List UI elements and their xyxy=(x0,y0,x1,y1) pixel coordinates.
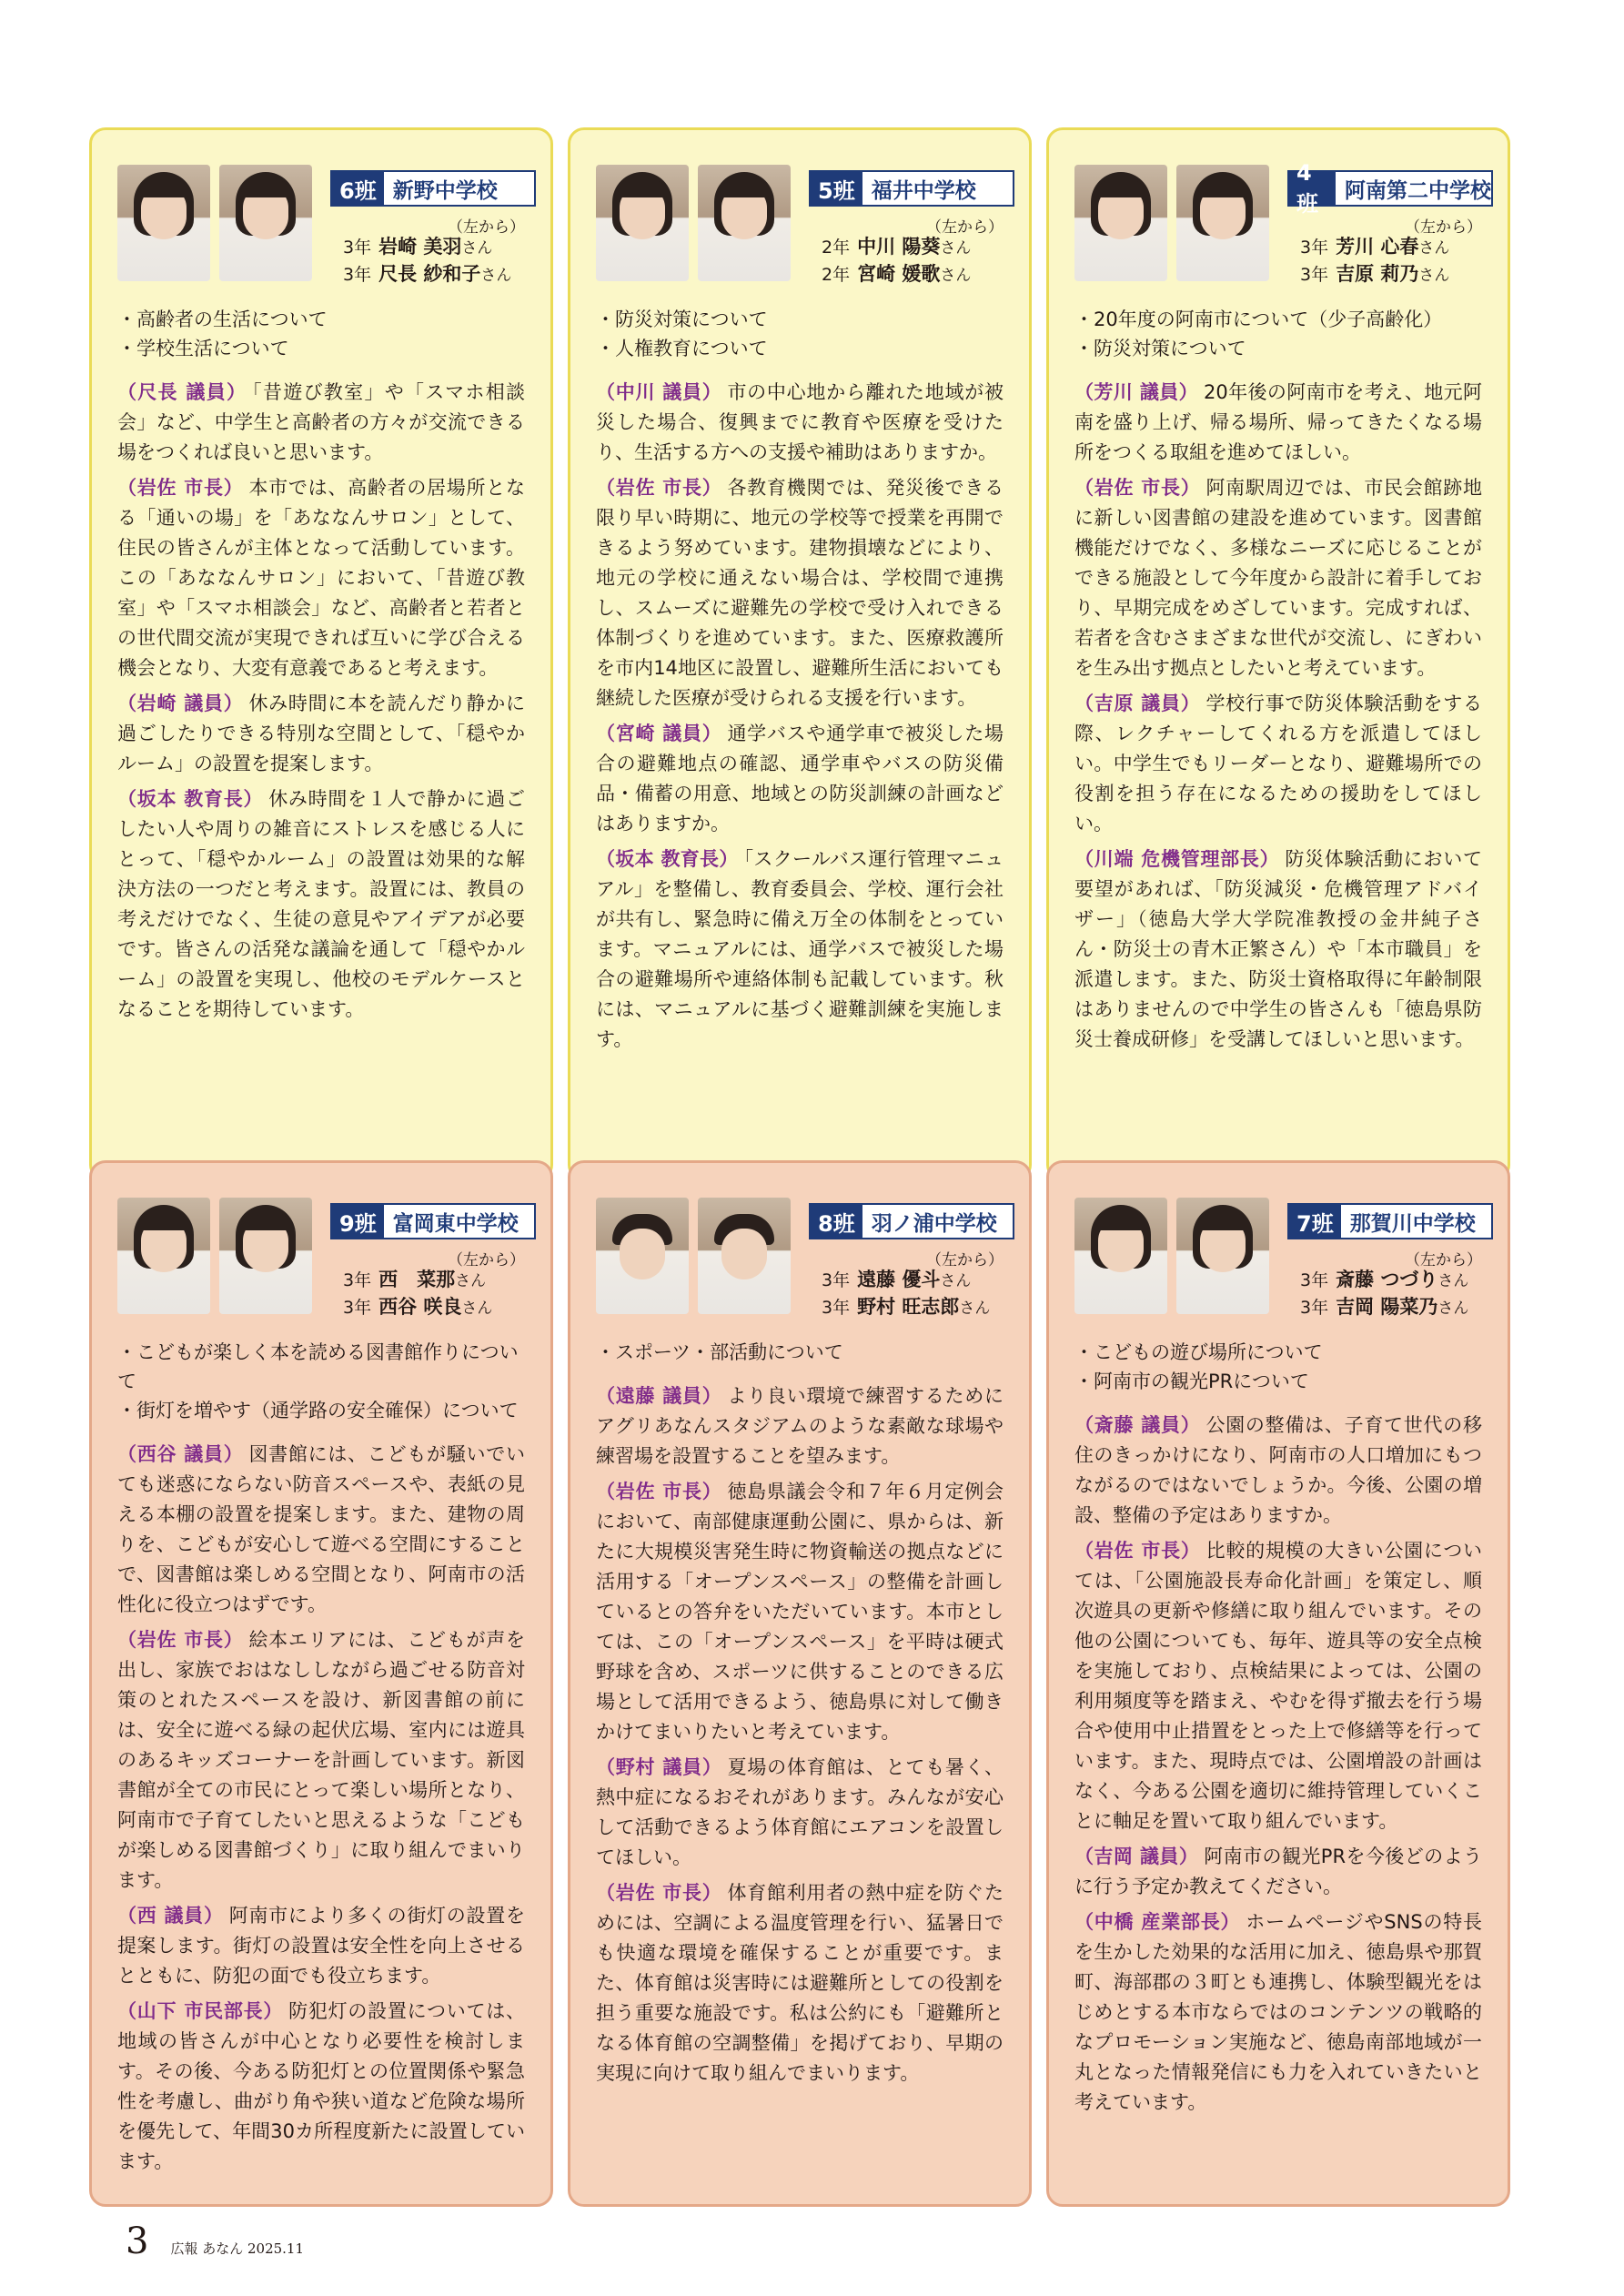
statement-text: 夏場の体育館は、とても暑く、熱中症になるおそれがあります。みんなが安心して活動できるよう体育館にエアコンを設置してほしい。 xyxy=(596,1756,1004,1868)
speaker-label: （芳川 議員） xyxy=(1074,381,1199,403)
student-line xyxy=(822,234,971,261)
statement-text: 休み時間を１人で静かに過ごしたい人や周りの雑音にストレスを感じる人にとって、「穏やかルーム」の設置は効果的な解決方法の一つだと考えます。設置には、教員の考えだけでなく、生徒の意見やアイデアが必要です。皆さんの活発な議論を通して「穏やかルーム」の設置を実現し、他校のモデルケースとなることを期待しています。 xyxy=(117,788,525,1020)
qa-entry xyxy=(117,473,525,683)
group-card-8 xyxy=(568,1160,1032,2207)
group-number: 5班 xyxy=(811,172,862,205)
student-line xyxy=(343,261,511,288)
speaker-label: （宮崎 議員） xyxy=(596,723,722,744)
school-name: 富岡東中学校 xyxy=(392,1211,519,1236)
card-header xyxy=(596,157,1004,292)
honorific: さん xyxy=(940,267,972,285)
topic-item: ・高齢者の生活について xyxy=(117,308,328,330)
student-name: 西谷 咲良 xyxy=(378,1296,462,1318)
statement-text: 防犯灯の設置については、地域の皆さんが中心となり必要性を検討します。その後、今ある防犯灯との位置関係や緊急性を考慮し、曲がり角や狭い道など危険な場所を優先して、年間30カ所程度新たに設置しています。 xyxy=(117,2000,525,2172)
student-name: 吉岡 陽菜乃 xyxy=(1336,1296,1438,1318)
group-card-6 xyxy=(89,127,553,1181)
group-badge xyxy=(1287,159,1493,217)
page-number: 3 xyxy=(126,2220,149,2262)
student-line xyxy=(822,1294,990,1321)
topic-item: ・阿南市の観光PRについて xyxy=(1074,1371,1309,1392)
group-number: 7班 xyxy=(1289,1205,1341,1238)
honorific: さん xyxy=(480,267,512,285)
statement-text: 絵本エリアには、こどもが声を出し、家族でおはなししながら過ごせる防音対策のとれたスペースを設け、新図書館の前には、安全に遊べる緑の起伏広場、室内には遊具のあるキッズコーナーを計画しています。新図書館が全ての市民にとって楽しい場所となり、阿南市で子育てしたいと思えるような「こどもが楽しめる図書館づくり」に取り組んでまいります。 xyxy=(117,1629,525,1891)
student-grade: 3年 xyxy=(822,1270,851,1290)
student-grade: 3年 xyxy=(343,1298,372,1318)
honorific: さん xyxy=(1437,1300,1469,1318)
qa-entry xyxy=(596,1753,1004,1873)
student-grade: 2年 xyxy=(822,265,851,285)
topic-item: ・こどもの遊び場所について xyxy=(1074,1341,1323,1363)
statement-text: 防災体験活動において要望があれば、「防災減災・危機管理アドバイザー」（徳島大学大学院准教授の金井純子さん・防災士の青木正繁さん）や「本市職員」を派遣します。また、防災士資格取得に年齢制限はありませんので中学生の皆さんも「徳島県防災士養成研修」を受講してほしいと思います。 xyxy=(1074,848,1482,1050)
student-photo xyxy=(1176,1198,1269,1314)
school-name: 新野中学校 xyxy=(392,178,498,203)
school-name: 福井中学校 xyxy=(871,178,976,203)
statement-text: 各教育機関では、発災後できる限り早い時期に、地元の学校等で授業を再開できるよう努めています。建物損壊などにより、地元の学校に通えない場合は、学校間で連携し、スムーズに避難先の学校で受け入れできる体制づくりを進めています。また、医療救護所を市内14地区に設置し、避難所生活においても継続した医療が受けられる支援を行います。 xyxy=(596,477,1004,709)
group-number: 4班 xyxy=(1289,172,1336,205)
statement-text: 比較的規模の大きい公園については、「公園施設長寿命化計画」を策定し、順次遊具の更新や修繕に取り組んでいます。その他の公園についても、毎年、遊具等の安全点検を実施しており、点検結果によっては、公園の利用頻度等を踏まえ、やむを得ず撤去を行う場合や使用中止措置をとった上で修繕等を行っています。また、現時点では、公園増設の計画はなく、今ある公園を適切に維持管理していくことに軸足を置いて取り組んでいます。 xyxy=(1074,1540,1482,1832)
student-names xyxy=(343,234,511,288)
statement-text: 通学バスや通学車で被災した場合の避難地点の確認、通学車やバスの防災備品・備蓄の用意、地域との防災訓練の計画などはありますか。 xyxy=(596,723,1004,834)
topic-list xyxy=(117,305,525,363)
topic-item: ・学校生活について xyxy=(117,338,289,359)
speaker-label: （岩佐 市長） xyxy=(117,477,244,499)
group-badge xyxy=(1287,1203,1493,1239)
qa-entry xyxy=(1074,845,1482,1055)
qa-section xyxy=(1074,378,1482,1055)
qa-section xyxy=(1074,1411,1482,2118)
qa-entry xyxy=(1074,689,1482,839)
student-line xyxy=(1300,234,1449,261)
student-name: 尺長 紗和子 xyxy=(378,263,481,285)
statement-text: 体育館利用者の熱中症を防ぐためには、空調による温度管理を行い、猛暑日でも快適な環境を確保することが重要です。また、体育館は災害時には避難所としての役割を担う重要な施設です。私は公約にも「避難所となる体育館の空調整備」を掲げており、早期の実現に向けて取り組んでまいります。 xyxy=(596,1882,1004,2084)
group-badge xyxy=(809,1203,1014,1239)
group-badge xyxy=(330,170,536,207)
student-photo xyxy=(1074,1198,1167,1314)
qa-entry xyxy=(1074,1536,1482,1836)
speaker-label: （坂本 教育長） xyxy=(117,788,264,810)
student-name: 宮崎 媛歌 xyxy=(857,263,941,285)
honorific: さん xyxy=(455,1272,487,1290)
student-names xyxy=(343,1267,492,1321)
speaker-label: （吉原 議員） xyxy=(1074,693,1201,714)
honorific: さん xyxy=(1437,1272,1469,1290)
speaker-label: （岩佐 市長） xyxy=(596,1882,722,1904)
group-card-4 xyxy=(1046,127,1510,1181)
student-grade: 2年 xyxy=(822,238,851,258)
student-photo xyxy=(698,165,791,281)
student-names xyxy=(822,1267,990,1321)
student-photo xyxy=(219,165,312,281)
qa-entry xyxy=(596,1878,1004,2089)
qa-entry xyxy=(1074,473,1482,683)
school-name: 那賀川中学校 xyxy=(1349,1211,1476,1236)
speaker-label: （野村 議員） xyxy=(596,1756,722,1778)
topic-list xyxy=(596,1338,1004,1367)
speaker-label: （斎藤 議員） xyxy=(1074,1414,1201,1436)
statement-text: 本市では、高齢者の居場所となる「通いの場」を「あななんサロン」として、住民の皆さんが主体となって活動しています。この「あななんサロン」において、「昔遊び教室」や「スマホ相談会」など、高齢者と若者との世代間交流が実現できれば互いに学び合える機会となり、大変有意義であると考えます。 xyxy=(117,477,525,679)
photo-order-note: （左から） xyxy=(1405,218,1482,237)
student-names xyxy=(1300,234,1449,288)
student-grade: 3年 xyxy=(343,1270,372,1290)
student-grade: 3年 xyxy=(1300,1270,1329,1290)
topic-item: ・スポーツ・部活動について xyxy=(596,1341,843,1363)
student-line xyxy=(822,261,971,288)
speaker-label: （岩崎 議員） xyxy=(117,693,244,714)
card-header xyxy=(1074,1190,1482,1325)
speaker-label: （岩佐 市長） xyxy=(596,1481,722,1502)
statement-text: ホームページやSNSの特長を生かした効果的な活用に加え、徳島県や那賀町、海部郡の３町とも連携し、体験型観光をはじめとする本市ならではのコンテンツの戦略的なプロモーション実施など、徳島南部地域が一丸となった情報発信にも力を入れていきたいと考えています。 xyxy=(1074,1911,1483,2113)
student-name: 遠藤 優斗 xyxy=(857,1269,941,1290)
student-name: 斎藤 つづり xyxy=(1336,1269,1438,1290)
speaker-label: （西 議員） xyxy=(117,1905,224,1927)
qa-section xyxy=(596,378,1004,1055)
student-line xyxy=(1300,261,1449,288)
student-grade: 3年 xyxy=(343,265,372,285)
statement-text: 20年後の阿南市を考え、地元阿南を盛り上げ、帰る場所、帰ってきたくなる場所をつくる取組を進めてほしい。 xyxy=(1074,381,1483,463)
student-line xyxy=(1300,1294,1468,1321)
student-line xyxy=(343,1294,492,1321)
photo-order-note: （左から） xyxy=(926,1251,1004,1269)
student-photo xyxy=(596,1198,689,1314)
honorific: さん xyxy=(940,239,972,258)
qa-entry xyxy=(117,784,525,1025)
student-photo xyxy=(596,165,689,281)
school-name: 阿南第二中学校 xyxy=(1345,178,1491,203)
qa-entry xyxy=(596,845,1004,1055)
student-names xyxy=(1300,1267,1468,1321)
student-photo xyxy=(219,1198,312,1314)
qa-entry xyxy=(117,1440,525,1620)
group-badge xyxy=(809,170,1014,207)
speaker-label: （吉岡 議員） xyxy=(1074,1846,1199,1867)
honorific: さん xyxy=(959,1300,991,1318)
student-line xyxy=(822,1267,990,1294)
statement-text: 公園の整備は、子育て世代の移住のきっかけになり、阿南市の人口増加にもつながるのではないでしょうか。今後、公園の増設、整備の予定はありますか。 xyxy=(1074,1414,1482,1526)
group-number: 8班 xyxy=(811,1205,862,1238)
speaker-label: （尺長 議員） xyxy=(117,381,247,403)
topic-list xyxy=(596,305,1004,363)
group-number: 9班 xyxy=(332,1205,384,1238)
card-header xyxy=(117,157,525,292)
speaker-label: （岩佐 市長） xyxy=(1074,477,1201,499)
qa-entry xyxy=(117,378,525,468)
photo-order-note: （左から） xyxy=(926,218,1004,237)
student-line xyxy=(1300,1267,1468,1294)
speaker-label: （中川 議員） xyxy=(596,381,722,403)
speaker-label: （岩佐 市長） xyxy=(1074,1540,1201,1562)
student-photo xyxy=(117,165,210,281)
student-photo xyxy=(1176,165,1269,281)
speaker-label: （西谷 議員） xyxy=(117,1443,244,1465)
topic-item: ・街灯を増やす（通学路の安全確保）について xyxy=(117,1400,519,1421)
statement-text: より良い環境で練習するためにアグリあなんスタジアムのような素敵な球場や練習場を設置することを望みます。 xyxy=(596,1385,1004,1467)
qa-entry xyxy=(117,689,525,779)
qa-section xyxy=(117,1440,525,2177)
honorific: さん xyxy=(1418,239,1450,258)
honorific: さん xyxy=(1418,267,1450,285)
qa-entry xyxy=(596,1477,1004,1747)
photo-order-note: （左から） xyxy=(1405,1251,1482,1269)
statement-text: 阿南市により多くの街灯の設置を提案します。街灯の設置は安全性を向上させるとともに、防犯の面でも役立ちます。 xyxy=(117,1905,525,1987)
student-name: 芳川 心春 xyxy=(1336,236,1419,258)
card-header xyxy=(117,1190,525,1325)
topic-item: ・防災対策について xyxy=(1074,338,1246,359)
statement-text: 「昔遊び教室」や「スマホ相談会」など、中学生と高齢者の方々が交流できる場をつくれば良いと思います。 xyxy=(117,381,525,463)
speaker-label: （山下 市民部長） xyxy=(117,2000,284,2022)
student-names xyxy=(822,234,971,288)
qa-entry xyxy=(596,1381,1004,1472)
speaker-label: （岩佐 市長） xyxy=(596,477,722,499)
school-name: 羽ノ浦中学校 xyxy=(871,1211,997,1236)
student-grade: 3年 xyxy=(1300,1298,1329,1318)
group-card-5 xyxy=(568,127,1032,1181)
group-number: 6班 xyxy=(332,172,384,205)
statement-text: 阿南駅周辺では、市民会館跡地に新しい図書館の建設を進めています。図書館機能だけでなく、多様なニーズに応じることができる施設として今年度から設計に着手しており、早期完成をめざしています。完成すれば、若者を含むさまざまな世代が交流し、にぎわいを生み出す拠点としたいと考えています。 xyxy=(1074,477,1482,679)
speaker-label: （岩佐 市長） xyxy=(117,1629,244,1651)
statement-text: 図書館には、こどもが騒いでいても迷惑にならない防音スペースや、表紙の見える本棚の設置を提案します。また、建物の周りを、こどもが安心して遊べる空間にすることで、図書館は楽しめる空間となり、阿南市の活性化に役立つはずです。 xyxy=(117,1443,525,1615)
topic-item: ・こどもが楽しく本を読める図書館作りについて xyxy=(117,1341,519,1392)
qa-section xyxy=(117,378,525,1025)
speaker-label: （中橋 産業部長） xyxy=(1074,1911,1241,1933)
topic-item: ・人権教育について xyxy=(596,338,768,359)
honorific: さん xyxy=(940,1272,972,1290)
page-footer xyxy=(126,2220,304,2262)
card-header xyxy=(596,1190,1004,1325)
qa-entry xyxy=(1074,378,1482,468)
speaker-label: （坂本 教育長） xyxy=(596,848,739,870)
group-card-9 xyxy=(89,1160,553,2207)
qa-entry xyxy=(596,473,1004,713)
topic-item: ・防災対策について xyxy=(596,308,768,330)
student-name: 野村 旺志郎 xyxy=(857,1296,960,1318)
student-name: 西 菜那 xyxy=(378,1269,456,1290)
student-grade: 3年 xyxy=(1300,238,1329,258)
student-name: 岩崎 美羽 xyxy=(378,236,462,258)
group-card-7 xyxy=(1046,1160,1510,2207)
statement-text: 「スクールバス運行管理マニュアル」を整備し、教育委員会、学校、運行会社が共有し、緊急時に備え万全の体制をとっています。マニュアルには、通学バスで被災した場合の避難場所や連絡体制も記載しています。秋には、マニュアルに基づく避難訓練を実施します。 xyxy=(596,848,1004,1050)
qa-entry xyxy=(596,378,1004,468)
speaker-label: （遠藤 議員） xyxy=(596,1385,722,1407)
topic-list xyxy=(1074,305,1482,363)
qa-entry xyxy=(117,1625,525,1896)
student-photo xyxy=(117,1198,210,1314)
statement-text: 市の中心地から離れた地域が被災した場合、復興までに教育や医療を受けたり、生活する方への支援や補助はありますか。 xyxy=(596,381,1004,463)
student-photo xyxy=(1074,165,1167,281)
group-badge xyxy=(330,1203,536,1239)
qa-entry xyxy=(1074,1907,1482,2118)
photo-order-note: （左から） xyxy=(448,1251,525,1269)
statement-text: 休み時間に本を読んだり静かに過ごしたりできる特別な空間として、「穏やかルーム」の設置を提案します。 xyxy=(117,693,525,774)
photo-order-note: （左から） xyxy=(448,218,525,237)
topic-list xyxy=(1074,1338,1482,1396)
statement-text: 徳島県議会令和７年６月定例会において、南部健康運動公園に、県からは、新たに大規模災害発生時に物資輸送の拠点などに活用する「オープンスペース」の整備を計画しているとの答弁をいただいています。本市としては、この「オープンスペース」を平時は硬式野球を含め、スポーツに供することのできる広場として活用できるよう、徳島県に対して働きかけてまいりたいと考えています。 xyxy=(596,1481,1004,1743)
student-line xyxy=(343,1267,492,1294)
qa-section xyxy=(596,1381,1004,2089)
magazine-name: 広報 あなん 2025.11 xyxy=(170,2240,305,2257)
statement-text: 学校行事で防災体験活動をする際、レクチャーしてくれる方を派遣してほしい。中学生でもリーダーとなり、避難場所での役割を担う存在になるための援助をしてほしい。 xyxy=(1074,693,1482,834)
student-grade: 3年 xyxy=(822,1298,851,1318)
card-header xyxy=(1074,157,1491,292)
honorific: さん xyxy=(461,239,493,258)
qa-entry xyxy=(1074,1842,1482,1902)
honorific: さん xyxy=(461,1300,493,1318)
student-grade: 3年 xyxy=(1300,265,1329,285)
qa-entry xyxy=(117,1901,525,1991)
student-name: 吉原 莉乃 xyxy=(1336,263,1419,285)
student-grade: 3年 xyxy=(343,238,372,258)
topic-list xyxy=(117,1338,525,1425)
topic-item: ・20年度の阿南市について（少子高齢化） xyxy=(1074,308,1443,330)
qa-entry xyxy=(117,1997,525,2177)
qa-entry xyxy=(1074,1411,1482,1531)
student-photo xyxy=(698,1198,791,1314)
statement-text: 阿南市の観光PRを今後どのように行う予定か教えてください。 xyxy=(1074,1846,1482,1897)
speaker-label: （川端 危機管理部長） xyxy=(1074,848,1280,870)
student-name: 中川 陽葵 xyxy=(857,236,941,258)
student-line xyxy=(343,234,511,261)
qa-entry xyxy=(596,719,1004,839)
